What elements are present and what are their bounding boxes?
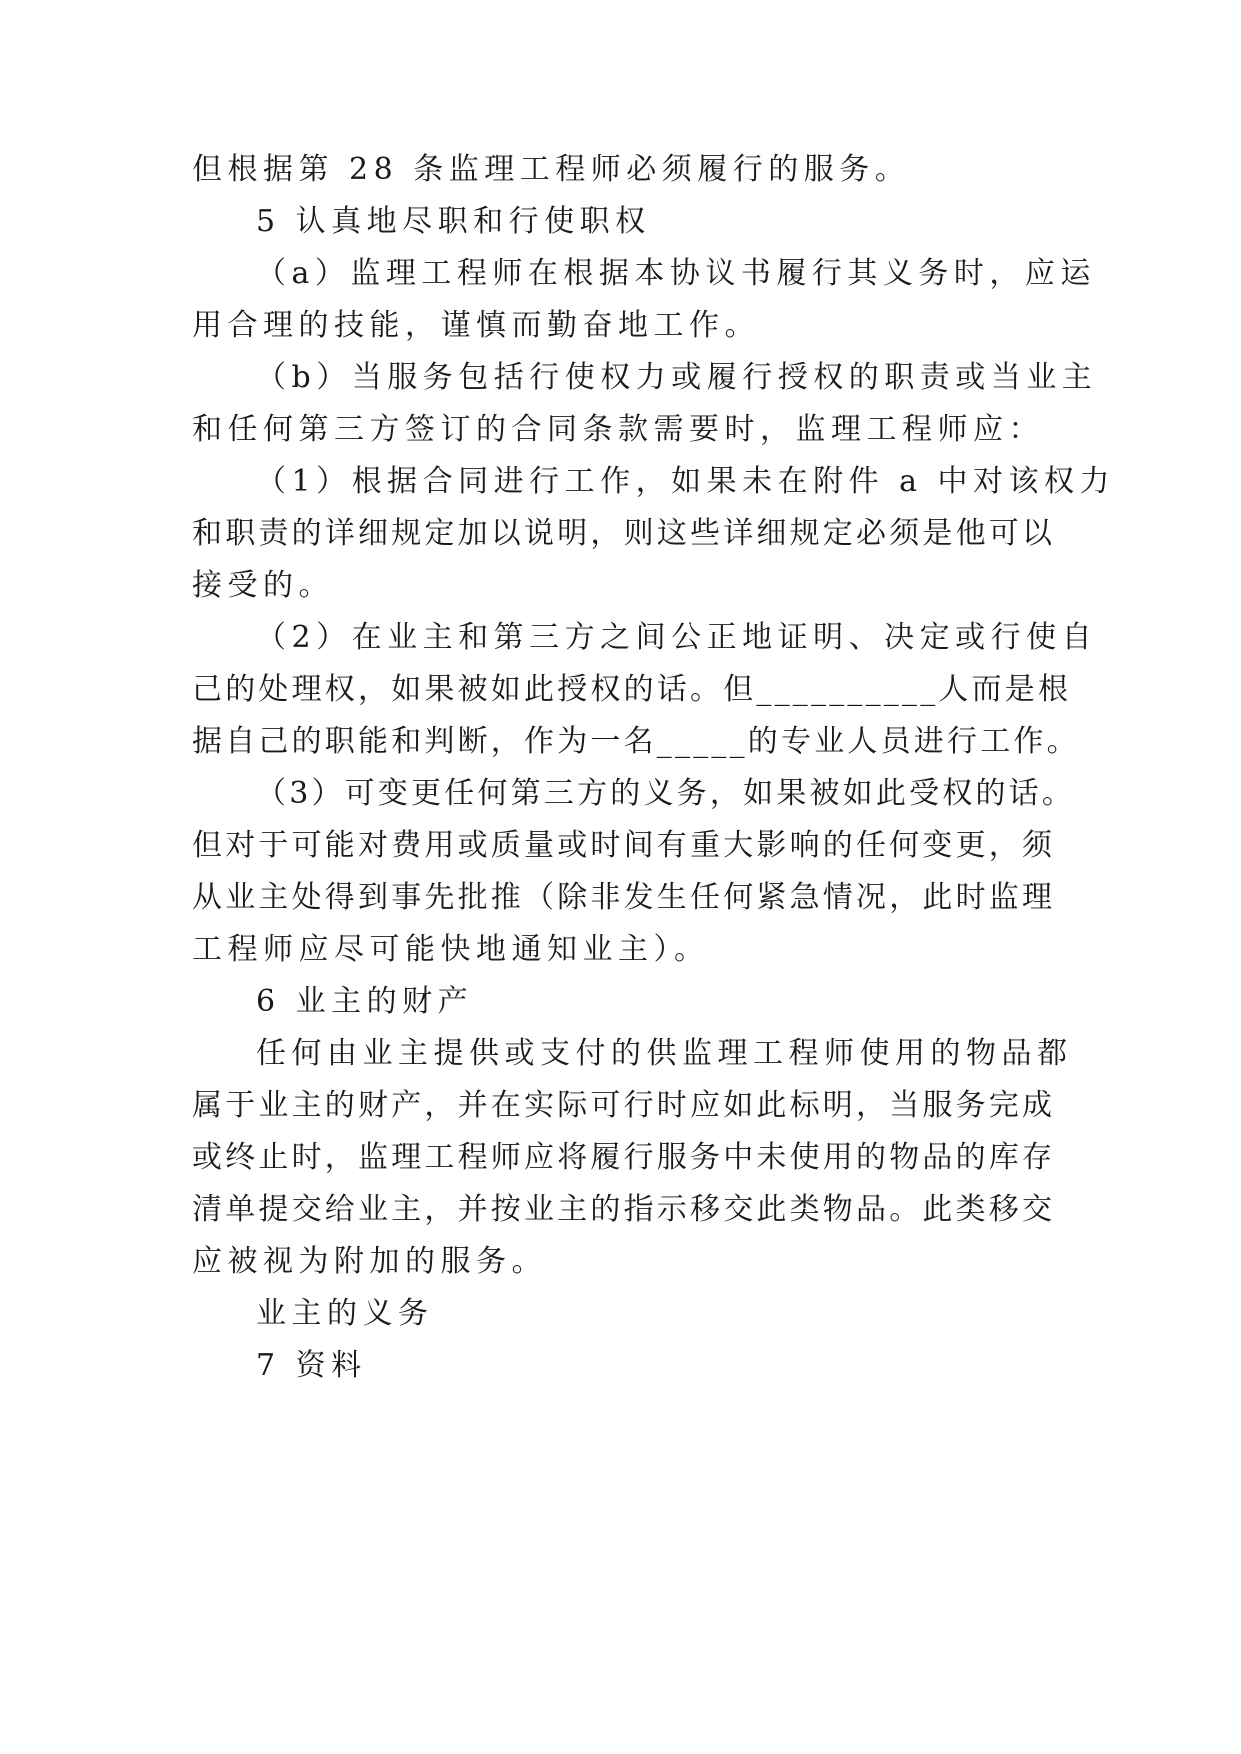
section-heading: 6 业主的财产	[256, 984, 474, 1019]
text-line: 但对于可能对费用或质量或时间有重大影响的任何变更，须	[192, 828, 1056, 863]
text-line: 和职责的详细规定加以说明，则这些详细规定必须是他可以	[192, 516, 1056, 551]
text-line: 接受的。	[192, 568, 334, 603]
text-line: 属于业主的财产，并在实际可行时应如此标明，当服务完成	[192, 1088, 1056, 1123]
section-heading: 7 资料	[256, 1348, 367, 1383]
text-line: 工程师应尽可能快地通知业主）。	[192, 932, 710, 967]
text-line: 和任何第三方签订的合同条款需要时，监理工程师应：	[192, 412, 1044, 447]
text-line: （2）在业主和第三方之间公正地证明、决定或行使自	[256, 620, 1098, 655]
text-line: 己的处理权，如果被如此授权的话。但__________人而是根	[192, 672, 1072, 707]
text-line: 或终止时，监理工程师应将履行服务中未使用的物品的库存	[192, 1140, 1056, 1175]
text-line: 清单提交给业主，并按业主的指示移交此类物品。此类移交	[192, 1192, 1056, 1227]
text-line: 从业主处得到事先批推（除非发生任何紧急情况，此时监理	[192, 880, 1056, 915]
text-line: （1）根据合同进行工作，如果未在附件 a 中对该权力	[256, 464, 1116, 499]
text-line: 据自己的职能和判断，作为一名_____的专业人员进行工作。	[192, 724, 1080, 759]
text-line: 但根据第 28 条监理工程师必须履行的服务。	[192, 152, 911, 187]
section-heading: 5 认真地尽职和行使职权	[256, 204, 651, 239]
text-line: 用合理的技能，谨慎而勤奋地工作。	[192, 308, 760, 343]
section-heading: 业主的义务	[256, 1296, 434, 1331]
text-line: 任何由业主提供或支付的供监理工程师使用的物品都	[256, 1036, 1073, 1071]
text-line: 应被视为附加的服务。	[192, 1244, 547, 1279]
text-line: （3）可变更任何第三方的义务，如果被如此受权的话。	[256, 776, 1076, 811]
text-line: （a）监理工程师在根据本协议书履行其义务时，应运	[256, 256, 1096, 291]
text-line: （b）当服务包括行使权力或履行授权的职责或当业主	[256, 360, 1098, 395]
